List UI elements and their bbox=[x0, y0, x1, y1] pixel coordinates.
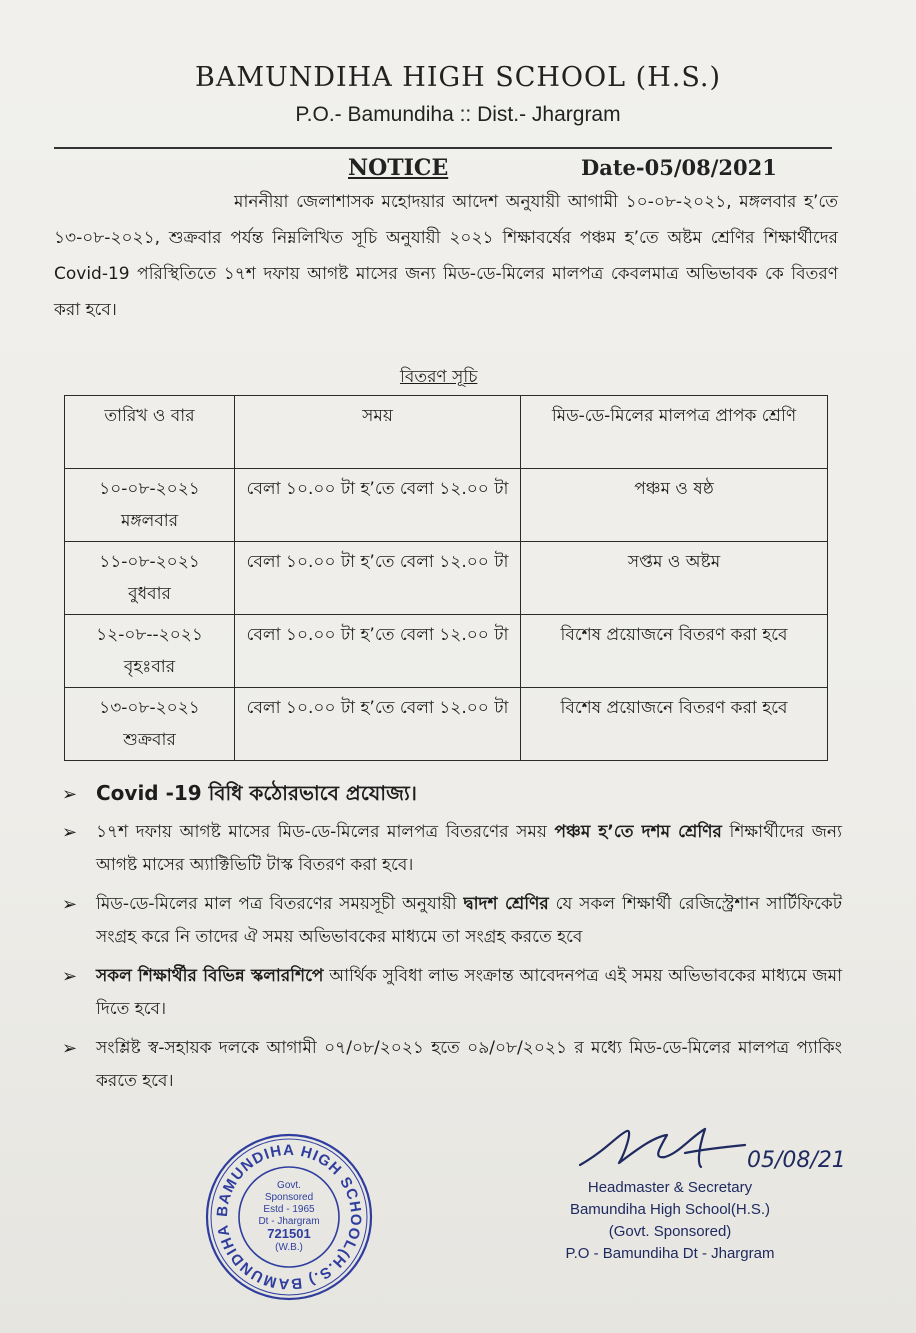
arrow-bullet-icon: ➢ bbox=[62, 894, 78, 915]
notice-date: Date-05/08/2021 bbox=[581, 155, 777, 180]
instruction-list bbox=[62, 776, 842, 1098]
row-date-day bbox=[65, 615, 235, 688]
row-class: পঞ্চম ও ষষ্ঠ bbox=[521, 469, 828, 542]
stamp-line: Govt. bbox=[277, 1180, 301, 1191]
schedule-caption: বিতরণ সূচি bbox=[400, 367, 478, 387]
row-class: সপ্তম ও অষ্টম bbox=[521, 542, 828, 615]
arrow-bullet-icon: ➢ bbox=[62, 784, 78, 805]
header-date-day: তারিখ ও বার bbox=[65, 396, 235, 469]
row-time: বেলা ১০.০০ টা হ’তে বেলা ১২.০০ টা bbox=[235, 469, 521, 542]
list-item: ➢ মিড-ডে-মিলের মাল পত্র বিতরণের সময়সূচী অনুযায়ী দ্বাদশ শ্রেণির যে সকল শিক্ষার্থী রেজিস্ট্রেশান সার্টিফিকেট সংগ্রহ করে নি তাদের ঐ সময় অভিভাবকের মাধ্যমে তা সংগ্রহ করতে হবে bbox=[62, 888, 842, 954]
header-class: মিড-ডে-মিলের মালপত্র প্রাপক শ্রেণি bbox=[521, 396, 828, 469]
school-name: BAMUNDIHA HIGH SCHOOL (H.S.) bbox=[194, 62, 721, 93]
notice-title: NOTICE bbox=[348, 155, 449, 181]
row-date: ১২-০৮--২০২১ bbox=[96, 625, 203, 645]
signatory-address: P.O - Bamundiha Dt - Jhargram bbox=[565, 1245, 775, 1262]
signatory-school: Bamundiha High School(H.S.) bbox=[569, 1201, 771, 1218]
list-item: ➢ Covid -19 বিধি কঠোরভাবে প্রযোজ্য। bbox=[62, 776, 842, 810]
row-class: বিশেষ প্রয়োজনে বিতরণ করা হবে bbox=[521, 615, 828, 688]
row-date: ১৩-০৮-২০২১ bbox=[99, 698, 200, 718]
list-item: ➢ সকল শিক্ষার্থীর বিভিন্ন স্কলারশিপে আর্থিক সুবিধা লাভ সংক্রান্ত আবেদনপত্র এই সময় অভিভাবকের মাধ্যমে জমা দিতে হবে। bbox=[62, 960, 842, 1026]
arrow-bullet-icon: ➢ bbox=[62, 822, 78, 843]
list-item: ➢ সংশ্লিষ্ট স্ব-সহায়ক দলকে আগামী ০৭/০৮/২০২১ হতে ০৯/০৮/২০২১ র মধ্যে মিড-ডে-মিলের মালপত্র প্যাকিং করতে হবে। bbox=[62, 1032, 842, 1098]
signatory-title: Headmaster & Secretary bbox=[587, 1179, 753, 1196]
signature-date: 05/08/21 bbox=[747, 1148, 846, 1173]
row-date-day bbox=[65, 542, 235, 615]
row-date-day bbox=[65, 469, 235, 542]
row-date-day bbox=[65, 688, 235, 761]
handwritten-signature bbox=[575, 1123, 855, 1183]
signatory-status: (Govt. Sponsored) bbox=[608, 1223, 732, 1240]
table-header-row bbox=[65, 396, 828, 469]
row-day: শুক্রবার bbox=[123, 730, 176, 750]
row-date: ১১-০৮-২০২১ bbox=[99, 552, 200, 572]
header-divider bbox=[54, 147, 832, 149]
stamp-line: Dt - Jhargram bbox=[258, 1216, 320, 1227]
stamp-line: Estd - 1965 bbox=[263, 1204, 315, 1215]
stamp-line: (W.B.) bbox=[275, 1242, 303, 1253]
stamp-ring-text: BAMUNDIHA HIGH SCHOOL(H.S.) BAMUNDIHA bbox=[213, 1141, 365, 1293]
signatory-block bbox=[520, 1177, 820, 1265]
list-item: ➢ ১৭শ দফায় আগষ্ট মাসের মিড-ডে-মিলের মালপত্র বিতরণের সময় পঞ্চম হ’তে দশম শ্রেণির শিক্ষার্থীদের জন্য আগষ্ট মাসের অ্যাক্টিভিটি টাস্ক বিতরণ করা হবে। bbox=[62, 816, 842, 882]
row-day: মঙ্গলবার bbox=[120, 511, 179, 531]
row-day: বৃহঃবার bbox=[123, 657, 176, 677]
table-row bbox=[65, 615, 828, 688]
school-seal-stamp bbox=[204, 1132, 374, 1302]
table-row bbox=[65, 688, 828, 761]
table-row bbox=[65, 542, 828, 615]
stamp-line: 721501 bbox=[267, 1226, 311, 1241]
row-time: বেলা ১০.০০ টা হ’তে বেলা ১২.০০ টা bbox=[235, 542, 521, 615]
table-row bbox=[65, 469, 828, 542]
arrow-bullet-icon: ➢ bbox=[62, 1038, 78, 1059]
row-day: বুধবার bbox=[128, 584, 171, 604]
notice-body: মাননীয়া জেলাশাসক মহোদয়ার আদেশ অনুযায়ী আগামী ১০-০৮-২০২১, মঙ্গলবার হ’তে ১৩-০৮-২০২১, শুক্রবার পর্যন্ত নিম্নলিখিত সূচি অনুযায়ী ২০২১ শিক্ষাবর্ষের পঞ্চম হ’তে অষ্টম শ্রেণির শিক্ষার্থীদের Covid-19 পরিস্থিতিতে ১৭শ দফায় আগষ্ট মাসের জন্য মিড-ডে-মিলের মালপত্র কেবলমাত্র অভিভাবক কে বিতরণ করা হবে। bbox=[54, 192, 838, 320]
arrow-bullet-icon: ➢ bbox=[62, 966, 78, 987]
row-date: ১০-০৮-২০২১ bbox=[99, 479, 200, 499]
header-time: সময় bbox=[235, 396, 521, 469]
distribution-schedule-table bbox=[64, 395, 828, 761]
row-time: বেলা ১০.০০ টা হ’তে বেলা ১২.০০ টা bbox=[235, 688, 521, 761]
row-time: বেলা ১০.০০ টা হ’তে বেলা ১২.০০ টা bbox=[235, 615, 521, 688]
school-address: P.O.- Bamundiha :: Dist.- Jhargram bbox=[295, 103, 621, 126]
stamp-line: Sponsored bbox=[264, 1192, 314, 1203]
row-class: বিশেষ প্রয়োজনে বিতরণ করা হবে bbox=[521, 688, 828, 761]
